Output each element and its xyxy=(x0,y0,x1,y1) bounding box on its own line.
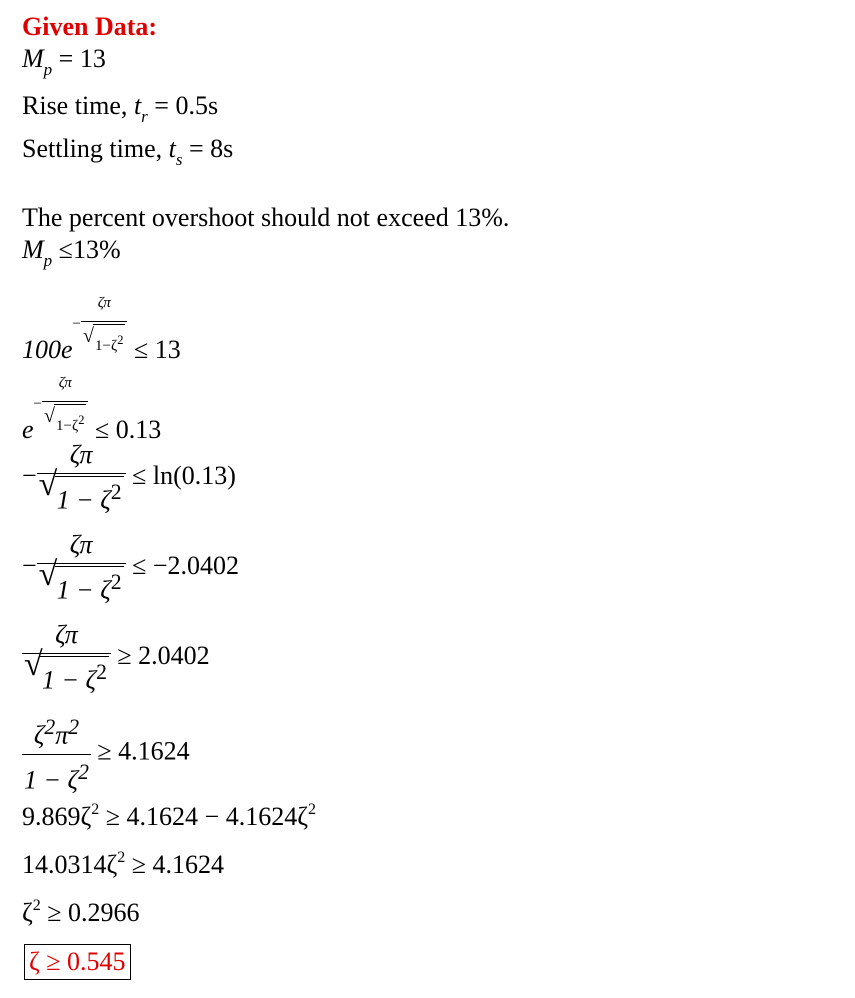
exp-num-1: ζπ xyxy=(97,295,111,311)
radicand-5: $1 - \zeta^2$ xyxy=(55,566,124,606)
frac-6 xyxy=(22,620,111,696)
frac-7 xyxy=(22,712,91,795)
exp-frac-1 xyxy=(81,288,127,361)
step-9-869-line xyxy=(22,802,316,836)
settling-value: = 8s xyxy=(188,134,234,163)
settling-label: Settling time, xyxy=(22,134,169,163)
s8-sq-1: 2 xyxy=(91,801,100,818)
rise-value: = 0.5s xyxy=(154,91,219,120)
s9-lhs: 14.0314ζ xyxy=(22,850,118,879)
answer-box: ζ ≥ 0.545 xyxy=(24,944,131,980)
settling-symbol: t xyxy=(168,134,176,163)
step4-rhs: ≤ ln(0.13) xyxy=(132,460,236,490)
mp-sub: p xyxy=(43,60,53,79)
exp-neg-2: − xyxy=(33,395,43,412)
step-ln-line xyxy=(22,440,236,516)
root-6: √ xyxy=(24,646,43,683)
s8-rhs: ≥ 4.1624 − 4.1624ζ xyxy=(99,802,308,831)
s9-rhs: ≥ 4.1624 xyxy=(125,850,225,879)
exp-num-2: ζπ xyxy=(58,375,72,391)
mp-given-line xyxy=(22,44,106,77)
num-5: ζπ xyxy=(69,530,93,559)
base-e: e xyxy=(22,414,34,444)
root-4: √ xyxy=(38,466,58,503)
s9-sq: 2 xyxy=(117,849,126,866)
mp-sub-2: p xyxy=(43,251,53,270)
overshoot-statement: The percent overshoot should not exceed 13%. xyxy=(22,203,510,232)
rise-time-line xyxy=(22,91,218,124)
radicand-6: $1 - \zeta^2$ xyxy=(40,656,109,696)
step7-rhs: ≥ 4.1624 xyxy=(97,736,190,766)
frac-5 xyxy=(37,530,126,606)
step3-rhs: ≤ 0.13 xyxy=(94,414,162,444)
num-6: ζπ xyxy=(55,620,78,649)
coef-100e: 100e xyxy=(22,334,73,364)
step-14-0314-line xyxy=(22,850,224,884)
root-5: √ xyxy=(38,556,58,593)
s10-rhs: ≥ 0.2966 xyxy=(40,898,140,927)
mp-symbol: M xyxy=(22,44,44,73)
neg-4: − xyxy=(22,460,37,490)
step-0-2966-line xyxy=(22,898,140,932)
rise-symbol: t xyxy=(133,91,142,120)
given-data-header: Given Data: xyxy=(22,12,158,41)
rise-sub: r xyxy=(141,107,148,126)
s10-sq: 2 xyxy=(32,897,41,914)
exp-radicand-2: $1-\zeta^2$ xyxy=(54,404,86,441)
frac-4 xyxy=(37,440,126,516)
settling-time-line xyxy=(22,134,233,167)
den-7: $1 - \zeta^2$ xyxy=(22,754,91,796)
step2-rhs: ≤ 13 xyxy=(133,334,181,364)
s8-sq-2: 2 xyxy=(307,801,316,818)
step6-rhs: ≥ 2.0402 xyxy=(117,640,210,670)
step5-rhs: ≤ −2.0402 xyxy=(132,550,240,580)
mp-inequality-line xyxy=(22,235,121,268)
step-2-0402-line xyxy=(22,620,210,696)
answer-line xyxy=(24,944,131,980)
exp-frac-2 xyxy=(42,368,88,441)
exp-root-2: √ xyxy=(44,405,55,427)
exp-radicand-1: $1-\zeta^2$ xyxy=(93,324,125,361)
step-4-1624-line xyxy=(22,712,190,795)
exponent-2 xyxy=(34,368,89,441)
exp-neg-1: − xyxy=(72,315,82,332)
s8-lhs: 9.869ζ xyxy=(22,802,92,831)
s10-lhs: ζ xyxy=(22,898,33,927)
exp-root-1: √ xyxy=(83,325,94,347)
radicand-4: $1 - \zeta^2$ xyxy=(55,476,124,516)
num-7: $\zeta^2\pi^2$ xyxy=(33,715,80,750)
settling-sub: s xyxy=(175,150,183,169)
exponent-1 xyxy=(73,288,128,361)
mp-value: = 13 xyxy=(58,44,106,73)
mp-relation: ≤13% xyxy=(58,235,121,264)
mp-symbol-2: M xyxy=(22,235,44,264)
step-neg-2-0402-line xyxy=(22,530,239,606)
neg-5: − xyxy=(22,550,37,580)
num-4: ζπ xyxy=(69,440,93,469)
rise-label: Rise time, xyxy=(22,91,134,120)
